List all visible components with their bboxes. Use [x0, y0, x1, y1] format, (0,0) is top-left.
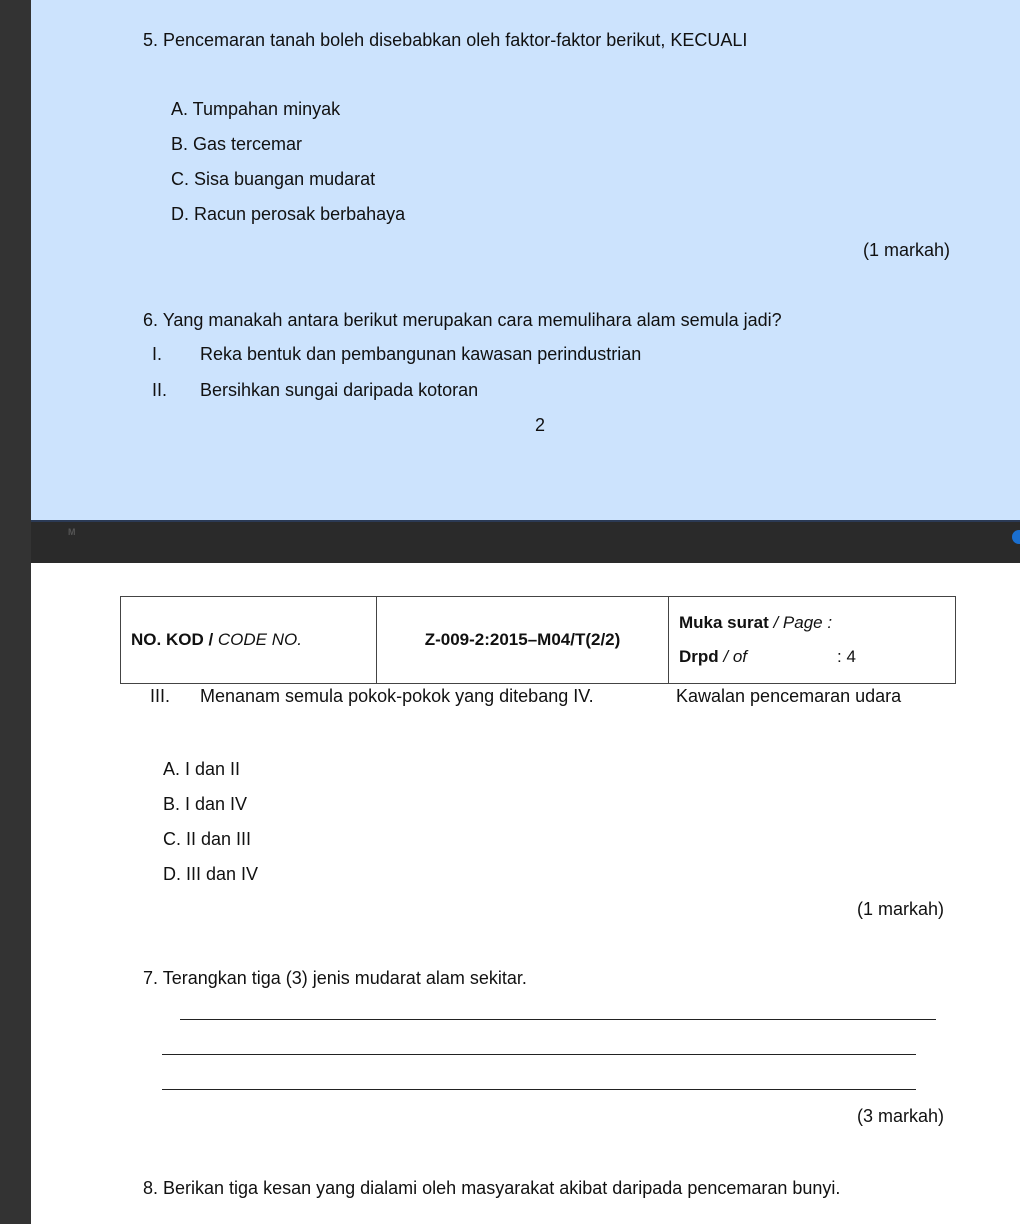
page-number: 2 — [535, 415, 546, 435]
code-value: Z-009-2:2015–M04/T(2/2) — [377, 597, 669, 684]
code-label: NO. KOD / — [131, 630, 214, 649]
q6-stmt-num: I. — [152, 344, 163, 364]
q6-option-a: A. I dan II — [163, 759, 241, 779]
answer-line[interactable] — [162, 1089, 916, 1090]
q5-marks: (1 markah) — [862, 240, 950, 260]
viewer-left-edge — [0, 0, 31, 1224]
code-label-en: CODE NO. — [217, 630, 302, 649]
q5-question: 5. Pencemaran tanah boleh disebabkan oleh faktor-faktor berikut, KECUALI — [143, 30, 748, 50]
scroll-indicator[interactable] — [1012, 530, 1020, 544]
answer-line[interactable] — [180, 1019, 936, 1020]
q7-question: 7. Terangkan tiga (3) jenis mudarat alam sekitar. — [143, 968, 527, 988]
q6-stmt-num: II. — [152, 380, 168, 400]
q6-stmt-num: III. — [150, 686, 171, 706]
of-value: : 4 — [837, 647, 856, 666]
q6-option-c: C. II dan III — [163, 829, 252, 849]
q5-option-d: D. Racun perosak berbahaya — [171, 204, 406, 224]
of-label: Drpd — [679, 647, 719, 666]
q5-option-a: A. Tumpahan minyak — [171, 99, 341, 119]
page-label: Muka surat — [679, 613, 769, 632]
q6-stmt: Menanam semula pokok-pokok yang ditebang IV. — [200, 686, 594, 706]
q6-option-b: B. I dan IV — [163, 794, 248, 814]
page-label-en: / Page : — [773, 613, 833, 632]
q6-stmt: Bersihkan sungai daripada kotoran — [200, 380, 479, 400]
highlighted-page-region — [31, 0, 1020, 522]
q5-option-c: C. Sisa buangan mudarat — [171, 169, 376, 189]
of-label-en: / of — [723, 647, 748, 666]
q6-question: 6. Yang manakah antara berikut merupakan cara memulihara alam semula jadi? — [143, 310, 782, 330]
q7-marks: (3 markah) — [856, 1106, 944, 1126]
document-header-table — [120, 596, 956, 684]
answer-line[interactable] — [162, 1054, 916, 1055]
q8-question: 8. Berikan tiga kesan yang dialami oleh masyarakat akibat daripada pencemaran bunyi. — [143, 1178, 841, 1198]
logo-icon: M — [68, 527, 76, 537]
q6-stmt: Reka bentuk dan pembangunan kawasan perindustrian — [200, 344, 642, 364]
page-separator-band — [31, 522, 1020, 563]
q6-marks: (1 markah) — [856, 899, 944, 919]
q6-option-d: D. III dan IV — [163, 864, 259, 884]
q6-stmt: Kawalan pencemaran udara — [676, 686, 902, 706]
q5-option-b: B. Gas tercemar — [171, 134, 303, 154]
